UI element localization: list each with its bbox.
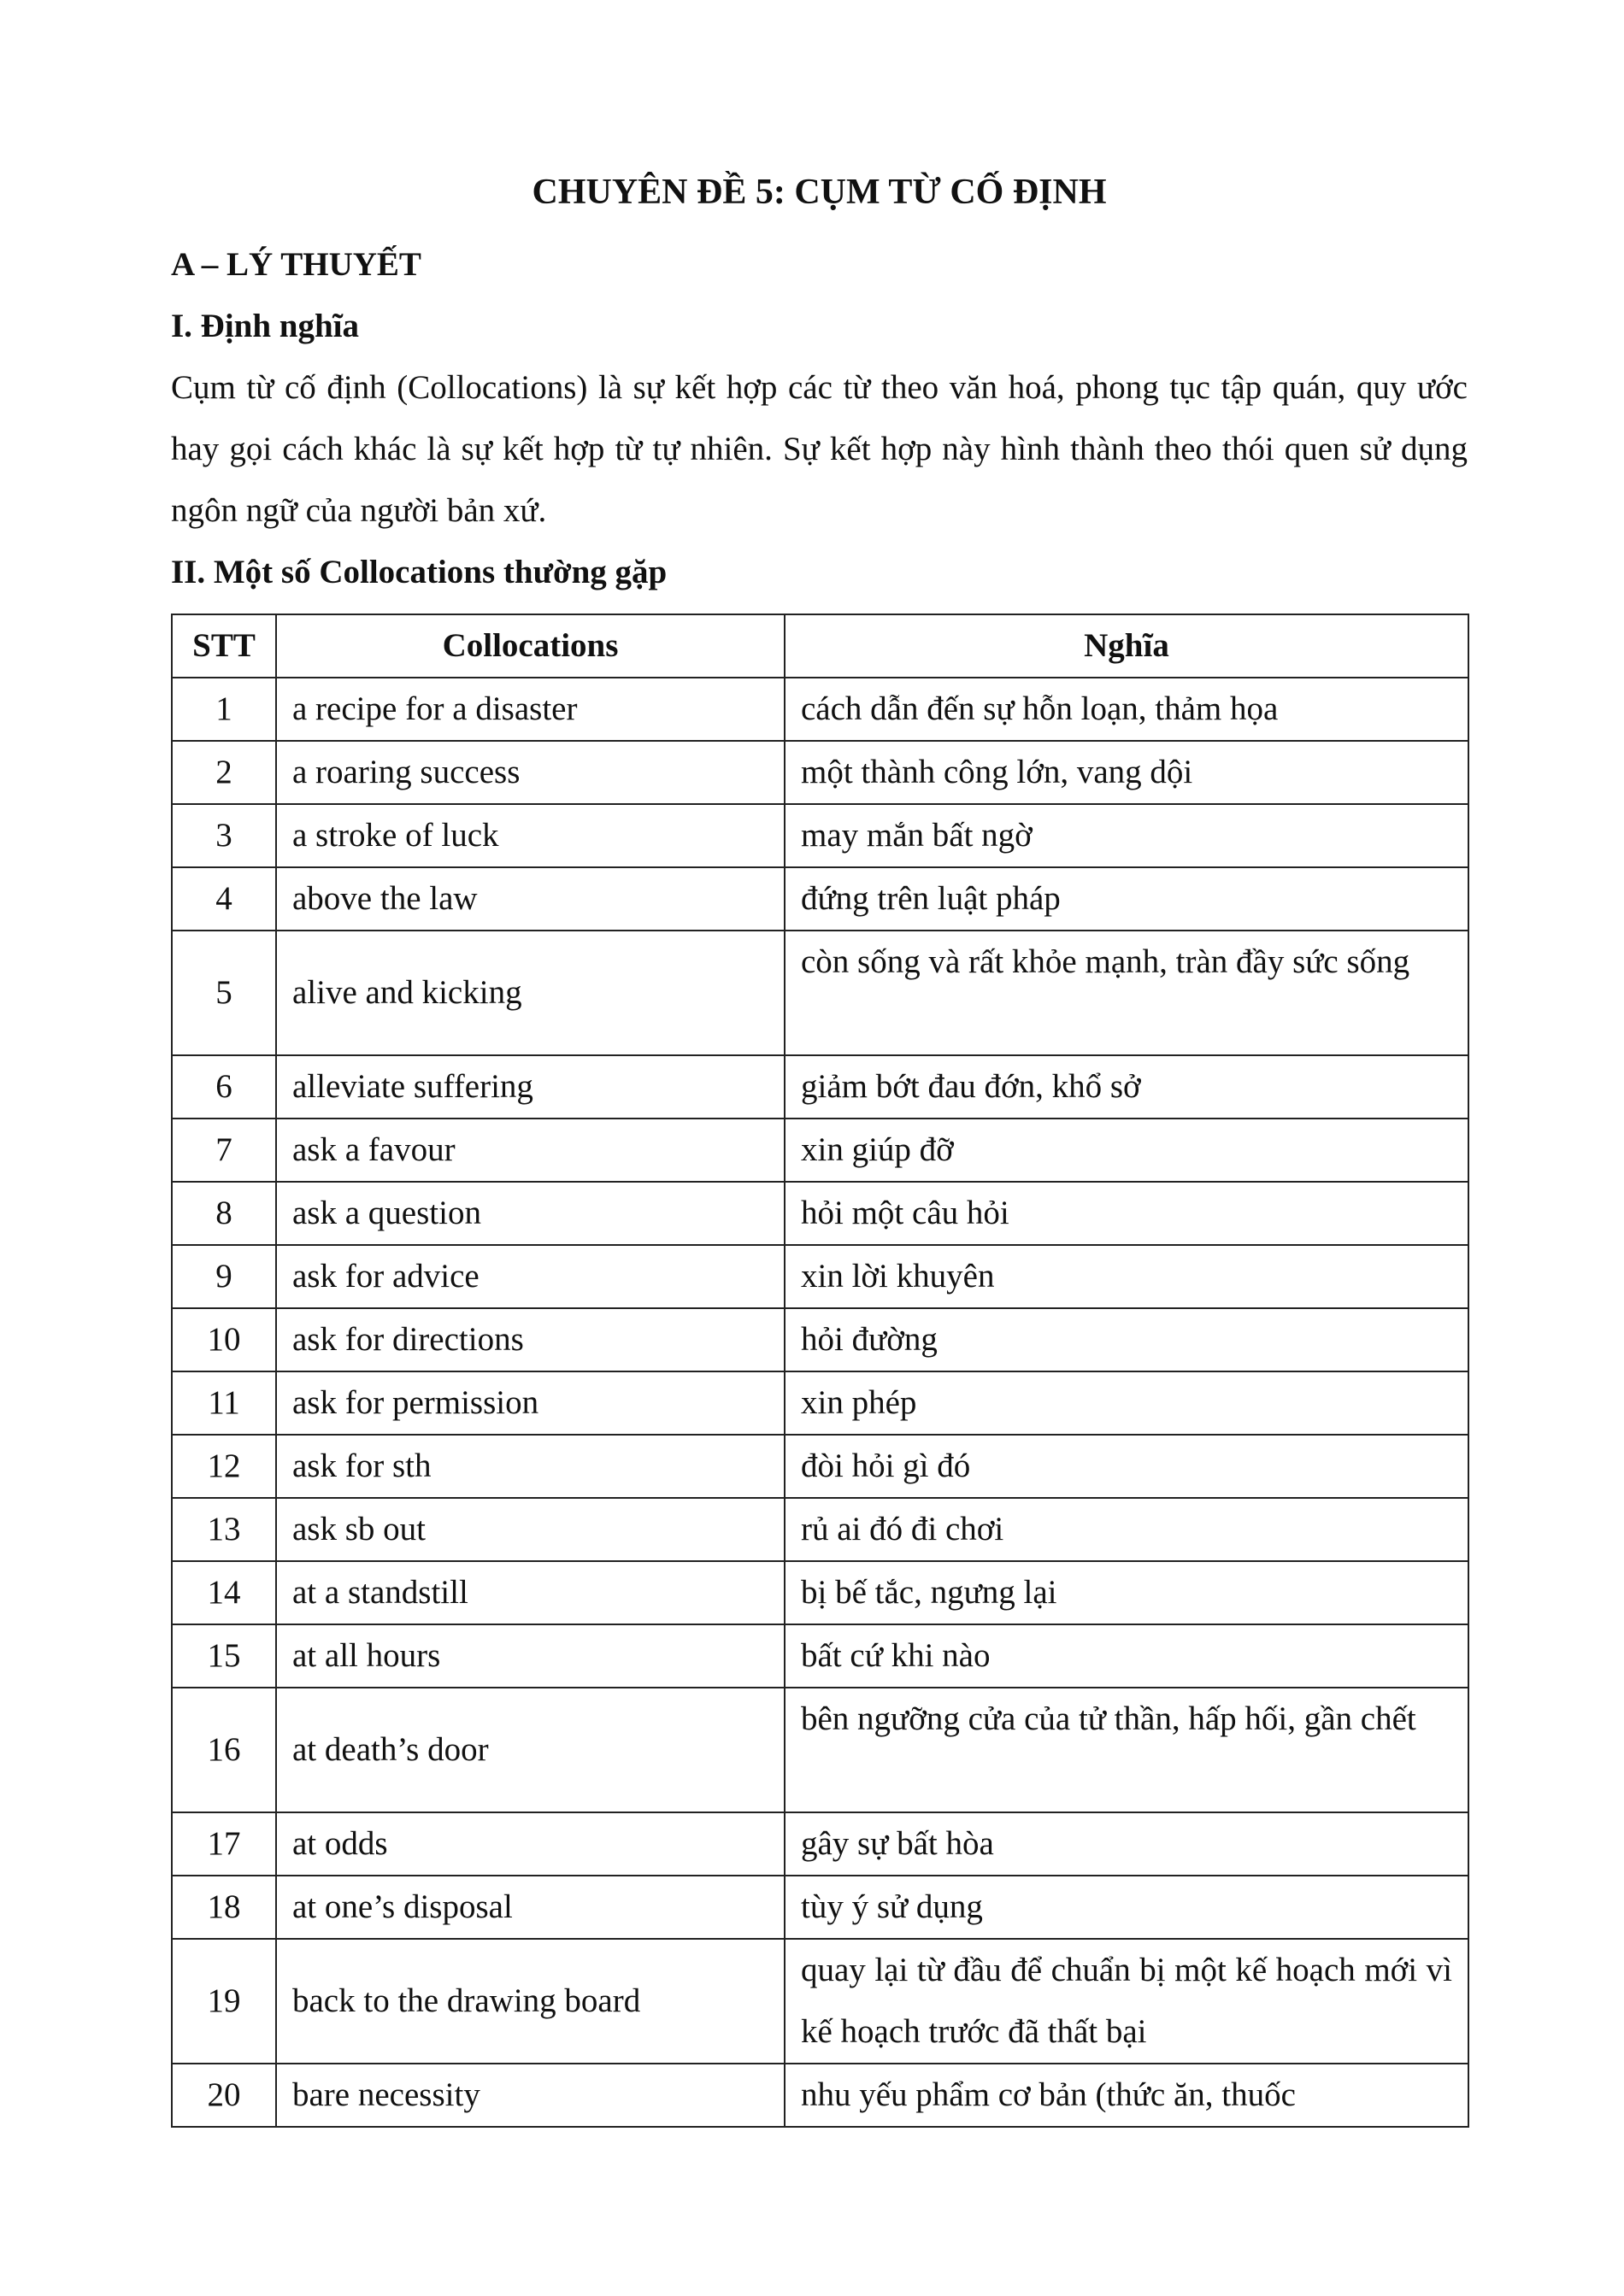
table-row [172,1245,1468,1308]
row-meaning: bên ngưỡng cửa của tử thần, hấp hối, gần chết [785,1688,1468,1812]
row-meaning: nhu yếu phẩm cơ bản (thức ăn, thuốc [785,2064,1468,2127]
row-collocation: alleviate suffering [276,1055,785,1119]
table-row [172,1182,1468,1245]
row-collocation: at one’s disposal [276,1876,785,1939]
table-row [172,1876,1468,1939]
row-meaning: xin phép [785,1371,1468,1435]
row-collocation: a stroke of luck [276,804,785,867]
table-row [172,1561,1468,1624]
row-meaning: tùy ý sử dụng [785,1876,1468,1939]
document-title: CHUYÊN ĐỀ 5: CỤM TỪ CỐ ĐỊNH [532,173,1107,212]
row-number: 10 [172,1308,276,1371]
row-collocation: at odds [276,1812,785,1876]
row-number: 7 [172,1119,276,1182]
header-stt: STT [172,614,276,678]
row-number: 6 [172,1055,276,1119]
table-row [172,1498,1468,1561]
row-collocation: ask a question [276,1182,785,1245]
row-number: 14 [172,1561,276,1624]
row-number: 17 [172,1812,276,1876]
table-row [172,1308,1468,1371]
row-collocation: at death’s door [276,1688,785,1812]
row-collocation: ask sb out [276,1498,785,1561]
section-heading-theory: A – LÝ THUYẾT [171,246,421,283]
table-row [172,1055,1468,1119]
row-meaning: bất cứ khi nào [785,1624,1468,1688]
row-meaning: còn sống và rất khỏe mạnh, tràn đầy sức sống [785,931,1468,1055]
row-collocation: back to the drawing board [276,1939,785,2064]
row-number: 8 [172,1182,276,1245]
table-header-row [172,614,1468,678]
table-row [172,741,1468,804]
row-number: 4 [172,867,276,931]
row-number: 18 [172,1876,276,1939]
table-row [172,2064,1468,2127]
row-collocation: ask for directions [276,1308,785,1371]
row-number: 20 [172,2064,276,2127]
table-row [172,804,1468,867]
row-collocation: alive and kicking [276,931,785,1055]
row-number: 15 [172,1624,276,1688]
row-meaning: cách dẫn đến sự hỗn loạn, thảm họa [785,678,1468,741]
section-heading-collocations: II. Một số Collocations thường gặp [171,554,668,590]
row-number: 16 [172,1688,276,1812]
table-row [172,867,1468,931]
row-number: 9 [172,1245,276,1308]
row-collocation: ask for permission [276,1371,785,1435]
row-collocation: at a standstill [276,1561,785,1624]
row-collocation: ask for advice [276,1245,785,1308]
row-meaning: may mắn bất ngờ [785,804,1468,867]
row-meaning: một thành công lớn, vang dội [785,741,1468,804]
table-row [172,1812,1468,1876]
row-meaning: quay lại từ đầu để chuẩn bị một kế hoạch mới vì kế hoạch trước đã thất bại [785,1939,1468,2064]
row-collocation: bare necessity [276,2064,785,2127]
row-number: 19 [172,1939,276,2064]
table-row [172,1939,1468,2064]
section-heading-definition: I. Định nghĩa [171,308,360,344]
row-meaning: hỏi một câu hỏi [785,1182,1468,1245]
row-meaning: bị bế tắc, ngưng lại [785,1561,1468,1624]
header-collocation: Collocations [276,614,785,678]
header-meaning: Nghĩa [785,614,1468,678]
table-row [172,1624,1468,1688]
row-number: 5 [172,931,276,1055]
row-meaning: đứng trên luật pháp [785,867,1468,931]
row-number: 1 [172,678,276,741]
row-meaning: hỏi đường [785,1308,1468,1371]
row-collocation: a recipe for a disaster [276,678,785,741]
row-collocation: ask for sth [276,1435,785,1498]
row-collocation: a roaring success [276,741,785,804]
row-meaning: xin lời khuyên [785,1245,1468,1308]
table-row [172,678,1468,741]
table-row [172,1371,1468,1435]
row-number: 3 [172,804,276,867]
row-meaning: đòi hỏi gì đó [785,1435,1468,1498]
table-row [172,1688,1468,1812]
table-row [172,1119,1468,1182]
row-collocation: at all hours [276,1624,785,1688]
collocations-table [171,614,1469,2128]
definition-paragraph: Cụm từ cố định (Collocations) là sự kết hợp các từ theo văn hoá, phong tục tập quán, quy ước hay gọi cách khác là sự kết hợp từ tự nhiên. Sự kết hợp này hình thành theo thói quen sử dụng ngôn ngữ của người bản xứ. [171,369,1468,529]
row-collocation: above the law [276,867,785,931]
row-meaning: gây sự bất hòa [785,1812,1468,1876]
row-meaning: xin giúp đỡ [785,1119,1468,1182]
row-number: 11 [172,1371,276,1435]
row-number: 12 [172,1435,276,1498]
row-meaning: giảm bớt đau đớn, khổ sở [785,1055,1468,1119]
table-row [172,1435,1468,1498]
table-row [172,931,1468,1055]
row-meaning: rủ ai đó đi chơi [785,1498,1468,1561]
row-number: 13 [172,1498,276,1561]
row-number: 2 [172,741,276,804]
row-collocation: ask a favour [276,1119,785,1182]
